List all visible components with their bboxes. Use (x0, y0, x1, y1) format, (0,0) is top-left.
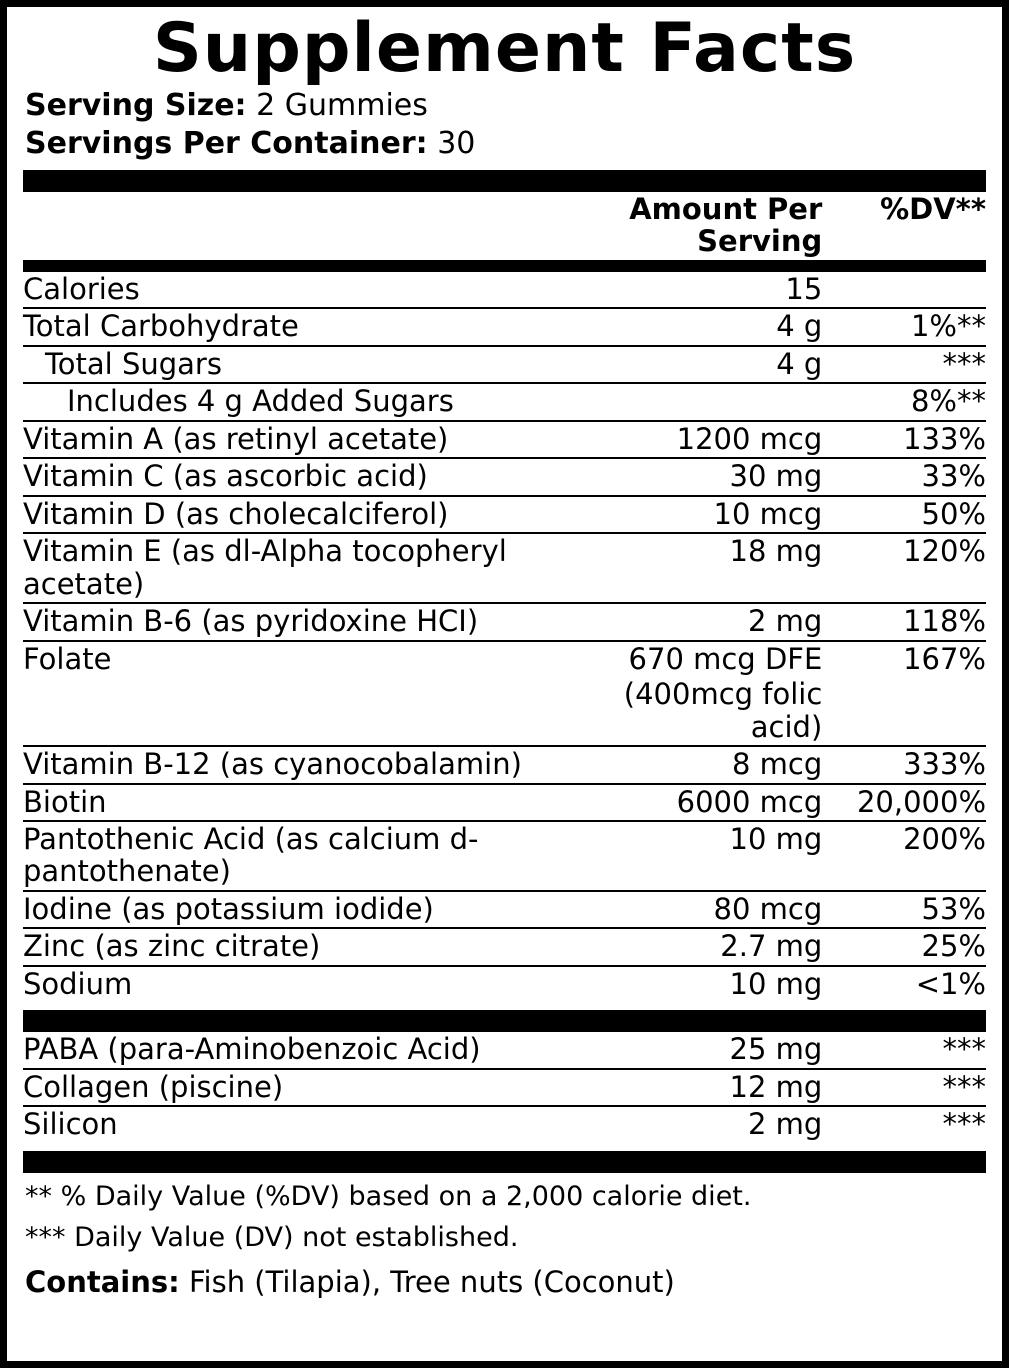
table-row (23, 346, 986, 383)
row-name: Pantothenic Acid (as calcium d-pantothenate) (23, 821, 562, 891)
contains-line (25, 1265, 986, 1299)
nutrition-table (23, 192, 986, 260)
serving-size-line (25, 87, 986, 125)
row-dv-continuation (822, 677, 986, 746)
row-name: Silicon (23, 1106, 562, 1142)
row-amount: 6000 mcg (562, 784, 822, 821)
table-row (23, 421, 986, 458)
row-amount: 25 mg (729, 1032, 823, 1067)
row-name: Total Carbohydrate (23, 308, 562, 345)
row-amount: 18 mg (562, 533, 822, 603)
serving-size-label: Serving Size: (25, 88, 247, 123)
row-amount: 10 mg (562, 966, 822, 1002)
row-amount: 670 mcg DFE (562, 641, 822, 677)
header-dv: %DV** (880, 192, 986, 226)
row-amount: 30 mg (562, 458, 822, 495)
row-amount: 1200 mcg (562, 421, 822, 458)
table-row (23, 966, 986, 1002)
row-name: Includes 4 g Added Sugars (23, 383, 562, 420)
row-amount-continuation: (400mcg folic acid) (623, 677, 823, 744)
row-dv: *** (822, 346, 986, 383)
servings-per-container-label: Servings Per Container: (25, 125, 428, 161)
table-row (23, 746, 986, 783)
row-dv: 167% (822, 641, 986, 677)
divider-thick-middle (23, 1010, 986, 1032)
serving-size-value: 2 Gummies (256, 88, 428, 123)
table-row (23, 1106, 986, 1142)
row-name: Zinc (as zinc citrate) (23, 928, 562, 965)
table-row (23, 1032, 986, 1068)
header-amount-per-serving: Amount Per Serving (629, 192, 823, 259)
row-amount: 80 mcg (562, 891, 822, 928)
nutrition-rows-table (23, 272, 986, 1002)
row-amount: 10 mcg (562, 496, 822, 533)
table-row (23, 383, 986, 420)
row-name: Vitamin B-12 (as cyanocobalamin) (23, 746, 562, 783)
table-row (23, 458, 986, 495)
contains-label: Contains: (25, 1264, 180, 1299)
row-dv: <1% (822, 966, 986, 1002)
row-name: PABA (para-Aminobenzoic Acid) (23, 1032, 481, 1067)
servings-per-container-line (25, 125, 986, 163)
row-amount: 2 mg (562, 1106, 822, 1142)
row-name-continuation (23, 677, 562, 746)
table-row (23, 1069, 986, 1106)
table-row (23, 308, 986, 345)
row-dv: 50% (822, 496, 986, 533)
row-name: Vitamin D (as cholecalciferol) (23, 496, 562, 533)
row-name: Vitamin C (as ascorbic acid) (23, 458, 562, 495)
contains-value: Fish (Tilapia), Tree nuts (Coconut) (188, 1264, 675, 1299)
other-ingredients-table (23, 1032, 986, 1142)
row-dv: 53% (822, 891, 986, 928)
footnote-dv-basis: ** % Daily Value (%DV) based on a 2,000 calorie diet. (25, 1180, 752, 1212)
divider-thick-bottom (23, 1151, 986, 1173)
footnote-dv-not-established: *** Daily Value (DV) not established. (25, 1221, 519, 1253)
row-dv: *** (822, 1069, 986, 1106)
row-name: Vitamin E (as dl-Alpha tocopheryl acetate) (23, 533, 562, 603)
row-dv: 8%** (822, 383, 986, 420)
table-row (23, 891, 986, 928)
table-row-continuation (23, 677, 986, 746)
row-dv (822, 272, 986, 308)
row-dv: *** (822, 1106, 986, 1142)
row-dv: 200% (822, 821, 986, 891)
table-row (23, 496, 986, 533)
row-amount (562, 383, 822, 420)
table-row (23, 928, 986, 965)
table-row (23, 821, 986, 891)
header-blank (23, 192, 562, 260)
row-name: Collagen (piscine) (23, 1069, 562, 1106)
divider-thick-top (23, 170, 986, 192)
row-dv: 1%** (822, 308, 986, 345)
row-name: Iodine (as potassium iodide) (23, 891, 562, 928)
row-name: Biotin (23, 784, 562, 821)
row-amount: 15 (785, 271, 823, 306)
row-amount: 2.7 mg (562, 928, 822, 965)
row-dv: 333% (822, 746, 986, 783)
row-name: Folate (23, 641, 562, 677)
row-amount: 8 mcg (562, 746, 822, 783)
divider-under-header (23, 260, 986, 272)
table-row (23, 641, 986, 677)
row-name: Calories (23, 271, 140, 306)
table-row (23, 272, 986, 308)
row-amount: 4 g (562, 308, 822, 345)
table-row (23, 603, 986, 640)
row-name: Vitamin A (as retinyl acetate) (23, 421, 562, 458)
row-name: Vitamin B-6 (as pyridoxine HCI) (23, 603, 562, 640)
row-name: Total Sugars (23, 346, 562, 383)
row-dv: 118% (822, 603, 986, 640)
row-dv: 133% (822, 421, 986, 458)
row-dv: 25% (822, 928, 986, 965)
row-amount: 10 mg (562, 821, 822, 891)
table-row (23, 533, 986, 603)
servings-per-container-value: 30 (437, 125, 476, 161)
row-dv: 120% (822, 533, 986, 603)
row-dv: 33% (822, 458, 986, 495)
page-title: Supplement Facts (152, 9, 857, 88)
row-amount: 4 g (562, 346, 822, 383)
row-name: Sodium (23, 966, 562, 1002)
row-amount: 2 mg (562, 603, 822, 640)
row-amount: 12 mg (562, 1069, 822, 1106)
table-header-row (23, 192, 986, 260)
row-dv: *** (942, 1032, 986, 1067)
table-row (23, 784, 986, 821)
row-dv: 20,000% (822, 784, 986, 821)
